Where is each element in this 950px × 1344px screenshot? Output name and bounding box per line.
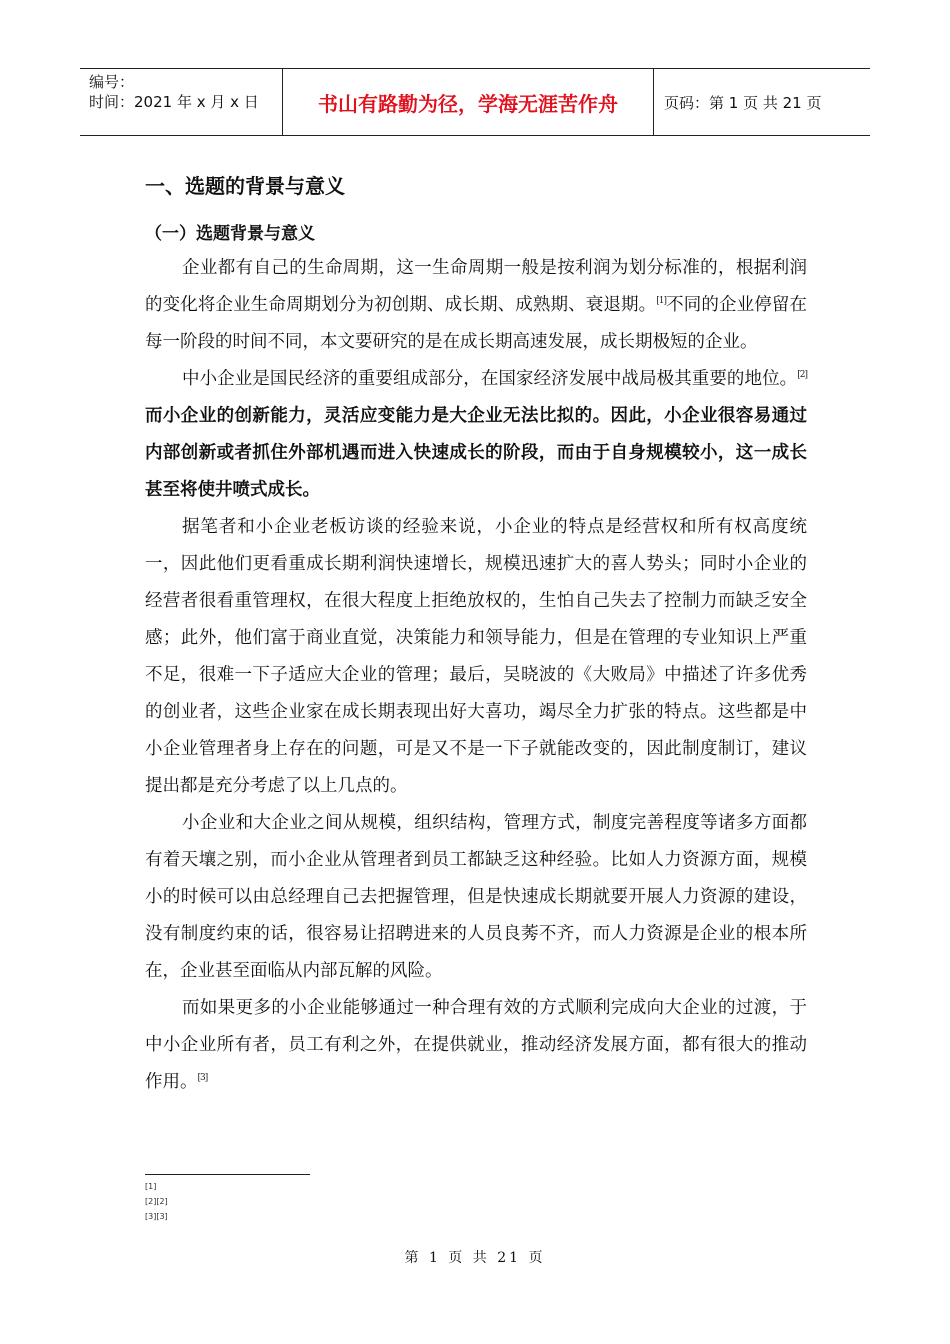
section-subtitle: （一）选题背景与意义 <box>145 224 315 244</box>
header-meta <box>80 69 282 135</box>
paragraph-4: 小企业和大企业之间从规模，组织结构，管理方式，制度完善程度等诸多方面都有着天壤之别，而小企业从管理者到员工都缺乏这种经验。比如人力资源方面，规模小的时候可以由总经理自己去把握管理，但是快速成长期就要开展人力资源的建设，没有制度约束的话，很容易让招聘进来的人员良莠不齐，而人力资源是企业的根本所在，企业甚至面临从内部瓦解的风险。 <box>145 813 807 981</box>
footnote-separator <box>145 1174 310 1175</box>
footnote-1: [1] <box>145 1182 157 1191</box>
paragraph-1-text: 企业都有自己的生命周期，这一生命周期一般是按利润为划分标准的，根据利润的变化将企业生命周期划分为初创期、成长期、成熟期、衰退期。 <box>145 258 807 315</box>
footnote-ref-1[interactable]: [1] <box>656 296 666 307</box>
paragraph-2 <box>145 361 807 509</box>
footnote-2: [2][2] <box>145 1197 168 1206</box>
document-date: 时间：2021 年 x 月 x 日 <box>89 93 259 111</box>
footnotes <box>145 1179 168 1224</box>
paragraph-1-tail: 不同的企业停留在每一阶段的时间不同，本文要研究的是在成长期高速发展，成长期极短的企业。 <box>145 295 808 352</box>
paragraph-3: 据笔者和小企业老板访谈的经验来说，小企业的特点是经营权和所有权高度统一，因此他们更看重成长期利润快速增长，规模迅速扩大的喜人势头；同时小企业的经营者很看重管理权，在很大程度上拒绝放权的，生怕自己失去了控制力而缺乏安全感；此外，他们富于商业直觉，决策能力和领导能力，但是在管理的专业知识上严重不足，很难一下子适应大企业的管理；最后，吴晓波的《大败局》中描述了许多优秀的创业者，这些企业家在成长期表现出好大喜功，竭尽全力扩张的特点。这些都是中小企业管理者身上存在的问题，可是又不是一下子就能改变的，因此制度制订，建议提出都是充分考虑了以上几点的。 <box>145 517 807 796</box>
paragraph-5-text: 而如果更多的小企业能够通过一种合理有效的方式顺利完成向大企业的过渡，于中小企业所有者，员工有利之外，在提供就业，推动经济发展方面，都有很大的推动作用。 <box>145 998 807 1092</box>
footnote-ref-2[interactable]: [2] <box>797 370 807 381</box>
footnote-3: [3][3] <box>145 1212 168 1221</box>
document-body <box>145 168 807 1101</box>
page-number-footer: 第 1 页 共 21 页 <box>404 1250 546 1266</box>
paragraph-2-text: 中小企业是国民经济的重要组成部分，在国家经济发展中战局极其重要的地位。 <box>182 369 798 389</box>
paragraph-1 <box>145 250 807 361</box>
paragraph-2-bold-text: 而小企业的创新能力，灵活应变能力是大企业无法比拟的。因此，小企业很容易通过内部创新或者抓住外部机遇而进入快速成长的阶段，而由于自身规模较小，这一成长甚至将使井喷式成长。 <box>145 406 807 500</box>
header-page-info: 页码：第 1 页 共 21 页 <box>664 93 822 112</box>
document-number-label: 编号： <box>89 73 135 91</box>
footnote-ref-3[interactable]: [3] <box>197 1073 208 1084</box>
header-motto: 书山有路勤为径，学海无涯苦作舟 <box>282 69 654 135</box>
section-title: 一、选题的背景与意义 <box>145 174 345 198</box>
paragraph-5 <box>145 990 807 1101</box>
document-header <box>80 68 870 136</box>
